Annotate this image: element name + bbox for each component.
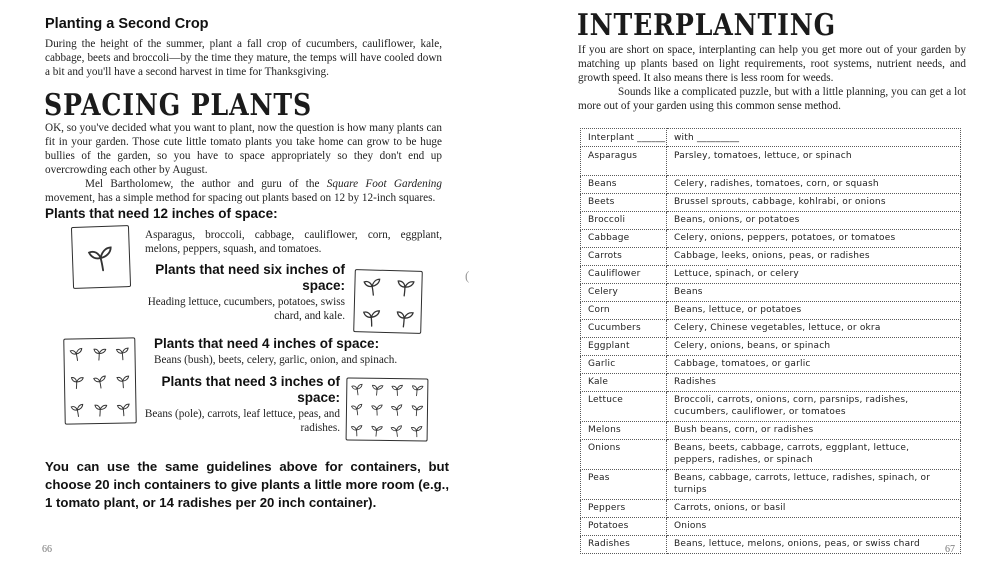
plant-cell: Celery [581, 283, 667, 301]
interplanting-paragraph-1: If you are short on space, interplanting can help you get more out of your garden by matching up plants based on light requirements, root systems, nutrient needs, and growth speed. It also means there is less room for weeds. [578, 44, 966, 84]
plants-3-inch: Beans (pole), carrots, leaf lettuce, peas, and radishes. [144, 408, 340, 434]
sprout-icon [388, 401, 406, 419]
companions-cell: Beans, lettuce, melons, onions, peas, or swiss chard [667, 535, 961, 553]
table-row [581, 391, 961, 421]
table-row [581, 535, 961, 553]
companions-cell: Beans [667, 283, 961, 301]
plant-cell: Cabbage [581, 229, 667, 247]
companions-cell: Onions [667, 517, 961, 535]
sprout-icon [391, 304, 418, 331]
sprout-icon [369, 401, 385, 417]
plant-cell: Peas [581, 469, 667, 499]
heading-6-inch: Plants that need six inches of space: [155, 262, 345, 293]
three-inch-section [140, 374, 340, 435]
spacing-paragraph-2 [45, 177, 442, 205]
plant-cell: Cauliflower [581, 265, 667, 283]
page-number-left: 66 [42, 544, 52, 555]
companions-cell: Celery, Chinese vegetables, lettuce, or okra [667, 319, 961, 337]
table-row [581, 337, 961, 355]
plant-cell: Onions [581, 439, 667, 469]
col-header-interplant: Interplant ______ [581, 129, 667, 147]
companions-cell: Celery, onions, beans, or spinach [667, 337, 961, 355]
spacing-plants-title: SPACING PLANTS [44, 88, 313, 123]
interplanting-title: INTERPLANTING [577, 8, 836, 43]
col-header-with: with _________ [667, 129, 961, 147]
companions-cell: Beans, beets, cabbage, carrots, eggplant, lettuce, peppers, radishes, or spinach [667, 439, 961, 469]
sprout-icon [90, 343, 110, 363]
page-number-right: 67 [945, 544, 955, 555]
spacing-body [45, 121, 442, 205]
companions-cell: Brussel sprouts, cabbage, kohlrabi, or onions [667, 193, 961, 211]
spacing-paragraph-1: OK, so you've decided what you want to plant, now the question is how many plants can fit in your garden. Those cute little tomato plants you take home can grow to be huge bullies of the garden, so you have to space appropriately so they don't end up overcrowding each other by August. [45, 122, 442, 176]
spacing-paragraph-2-pre: Mel Bartholomew, the author and guru of the [85, 178, 327, 190]
sprout-icon [359, 273, 385, 299]
companions-cell: Cabbage, leeks, onions, peas, or radishes [667, 247, 961, 265]
companions-cell: Parsley, tomatoes, lettuce, or spinach [667, 147, 961, 176]
plant-cell: Corn [581, 301, 667, 319]
plant-cell: Broccoli [581, 211, 667, 229]
container-note: You can use the same guidelines above for containers, but choose 20 inch containers to give plants a little more room (e.g., 1 tomato plant, or 14 radishes per 20 inch container). [45, 459, 449, 510]
table-row [581, 421, 961, 439]
table-row [581, 283, 961, 301]
companions-cell: Carrots, onions, or basil [667, 499, 961, 517]
plant-cell: Lettuce [581, 391, 667, 421]
sprout-icon [389, 381, 405, 397]
plant-cell: Radishes [581, 535, 667, 553]
companions-cell: Celery, radishes, tomatoes, corn, or squash [667, 175, 961, 193]
table-row [581, 265, 961, 283]
sprout-icon [368, 380, 386, 398]
plant-cell: Kale [581, 373, 667, 391]
table-row [581, 193, 961, 211]
heading-4-inch: Plants that need 4 inches of space: [154, 336, 380, 351]
table-row [581, 229, 961, 247]
intro-paragraph: During the height of the summer, plant a fall crop of cucumbers, cauliflower, kale, cabbage, beets and broccoli—by the time they mature, the temps will have cooled down a bit and you'll have a second harvest in time for Thanksgiving. [45, 38, 442, 78]
companions-cell: Radishes [667, 373, 961, 391]
sprout-icon [82, 238, 121, 277]
interplanting-table [580, 128, 961, 554]
table-row [581, 355, 961, 373]
sprout-icon [408, 381, 426, 399]
sprout-icon [67, 399, 87, 419]
sprout-icon [409, 422, 425, 438]
intro-heading: Planting a Second Crop [45, 16, 209, 32]
table-header-row [581, 129, 961, 147]
sprout-icon [388, 421, 406, 439]
table-row [581, 211, 961, 229]
sprout-icon [114, 399, 133, 418]
companions-cell: Celery, onions, peppers, potatoes, or tomatoes [667, 229, 961, 247]
plant-cell: Cucumbers [581, 319, 667, 337]
six-inch-section [118, 262, 345, 323]
plants-6-inch: Heading lettuce, cucumbers, potatoes, swiss chard, and kale. [147, 296, 345, 322]
plant-cell: Garlic [581, 355, 667, 373]
sprout-icon [349, 421, 365, 437]
plant-cell: Asparagus [581, 147, 667, 176]
companions-cell: Broccoli, carrots, onions, corn, parsnips, radishes, cucumbers, cauliflower, or tomatoes [667, 391, 961, 421]
sprout-icon [66, 343, 86, 363]
plants-4-inch: Beans (bush), beets, celery, garlic, onion, and spinach. [154, 354, 398, 366]
sprout-icon [408, 401, 426, 419]
sprout-icon [359, 304, 383, 328]
sprout-icon [348, 380, 366, 398]
book-title-italic: Square Foot Gardening [326, 178, 442, 190]
sprout-icon [67, 372, 87, 392]
table-row [581, 319, 961, 337]
sprout-icon [113, 343, 132, 362]
table-row [581, 147, 961, 176]
companions-cell: Lettuce, spinach, or celery [667, 265, 961, 283]
square-3-inch [346, 377, 429, 441]
gutter-mark: ( [465, 268, 470, 283]
companions-cell: Beans, lettuce, or potatoes [667, 301, 961, 319]
sprout-icon [368, 421, 386, 439]
plant-cell: Carrots [581, 247, 667, 265]
table-row [581, 469, 961, 499]
companions-cell: Beans, onions, or potatoes [667, 211, 961, 229]
plant-cell: Melons [581, 421, 667, 439]
companions-cell: Cabbage, tomatoes, or garlic [667, 355, 961, 373]
heading-12-inch: Plants that need 12 inches of space: [45, 206, 278, 221]
square-6-inch [353, 269, 423, 334]
companions-cell: Bush beans, corn, or radishes [667, 421, 961, 439]
companions-cell: Beans, cabbage, carrots, lettuce, radishes, spinach, or turnips [667, 469, 961, 499]
table-row [581, 175, 961, 193]
table-row [581, 517, 961, 535]
heading-3-inch: Plants that need 3 inches of space: [161, 374, 340, 405]
sprout-icon [391, 273, 418, 300]
sprout-icon [114, 371, 133, 390]
table-row [581, 247, 961, 265]
table-row [581, 499, 961, 517]
table-row [581, 301, 961, 319]
sprout-icon [90, 371, 110, 391]
table-row [581, 373, 961, 391]
table-row [581, 439, 961, 469]
plant-cell: Potatoes [581, 517, 667, 535]
sprout-icon [348, 400, 366, 418]
plant-cell: Eggplant [581, 337, 667, 355]
plant-cell: Beans [581, 175, 667, 193]
square-4-inch [63, 337, 136, 424]
spacing-paragraph-2-post: movement, has a simple method for spacing out plants based on 12 by 12-inch squares. [45, 192, 436, 204]
plants-12-inch: Asparagus, broccoli, cabbage, cauliflower, corn, eggplant, melons, peppers, squash, and tomatoes. [145, 229, 442, 255]
sprout-icon [91, 399, 111, 419]
plant-cell: Beets [581, 193, 667, 211]
plant-cell: Peppers [581, 499, 667, 517]
right-page [500, 0, 1000, 583]
interplanting-paragraph-2: Sounds like a complicated puzzle, but with a little planning, you can get a lot more out of your garden using this common sense method. [578, 86, 966, 112]
interplanting-table-wrap [580, 128, 961, 554]
interplanting-body [578, 43, 966, 113]
